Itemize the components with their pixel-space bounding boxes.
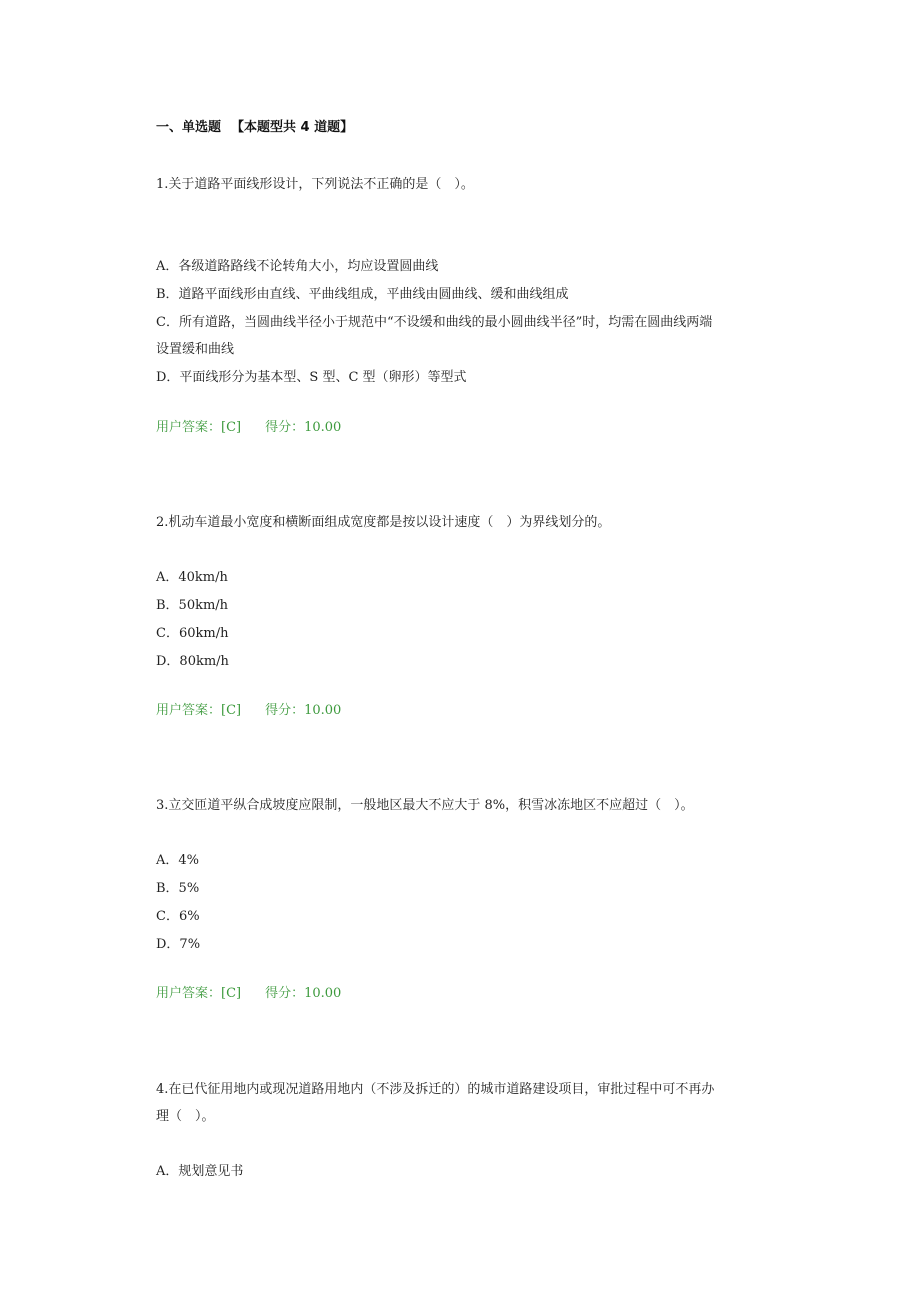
- question-2-result: [156, 702, 341, 720]
- question-2-option-a: A．40km/h: [156, 570, 228, 585]
- question-1-option-d: D．平面线形分为基本型、S 型、C 型（卵形）等型式: [156, 370, 467, 385]
- question-1-score: 得分：10.00: [265, 420, 342, 435]
- question-count: 【本题型共 4 道题】: [231, 120, 354, 135]
- question-3-option-c: C．6%: [156, 909, 200, 924]
- question-4-option-a: A．规划意见书: [156, 1164, 244, 1179]
- question-3-option-b: B．5%: [156, 881, 200, 896]
- question-2-user-answer: 用户答案：[C]: [156, 703, 242, 718]
- question-2-score: 得分：10.00: [265, 703, 342, 718]
- section-heading: [156, 116, 353, 135]
- question-1-option-b: B．道路平面线形由直线、平曲线组成，平曲线由圆曲线、缓和曲线组成: [156, 287, 569, 302]
- question-3-option-a: A．4%: [156, 853, 200, 868]
- question-1-option-c-cont: 设置缓和曲线: [156, 342, 235, 357]
- question-2-option-c: C．60km/h: [156, 626, 229, 641]
- question-3-result: [156, 985, 341, 1003]
- section-title: 一、单选题: [156, 120, 222, 135]
- question-1-option-c: C．所有道路，当圆曲线半径小于规范中“不设缓和曲线的最小圆曲线半径”时，均需在圆曲线两端: [156, 315, 713, 330]
- question-1-user-answer: 用户答案：[C]: [156, 420, 242, 435]
- question-4-stem: 4.在已代征用地内或现况道路用地内（不涉及拆迁的）的城市道路建设项目，审批过程中可不再办: [156, 1082, 715, 1097]
- question-3-option-d: D．7%: [156, 937, 201, 952]
- question-3-score: 得分：10.00: [265, 986, 342, 1001]
- question-1-result: [156, 419, 341, 437]
- question-2-option-d: D．80km/h: [156, 654, 229, 669]
- question-4-stem-cont: 理（ ）。: [156, 1109, 215, 1124]
- question-1-stem: 1.关于道路平面线形设计，下列说法不正确的是（ ）。: [156, 177, 474, 192]
- question-2-option-b: B．50km/h: [156, 598, 229, 613]
- question-3-user-answer: 用户答案：[C]: [156, 986, 242, 1001]
- question-1-option-a: A．各级道路路线不论转角大小，均应设置圆曲线: [156, 259, 439, 274]
- question-2-stem: 2.机动车道最小宽度和横断面组成宽度都是按以设计速度（ ）为界线划分的。: [156, 515, 611, 530]
- question-3-stem: 3.立交匝道平纵合成坡度应限制，一般地区最大不应大于 8%，积雪冰冻地区不应超过（ ）。: [156, 798, 694, 813]
